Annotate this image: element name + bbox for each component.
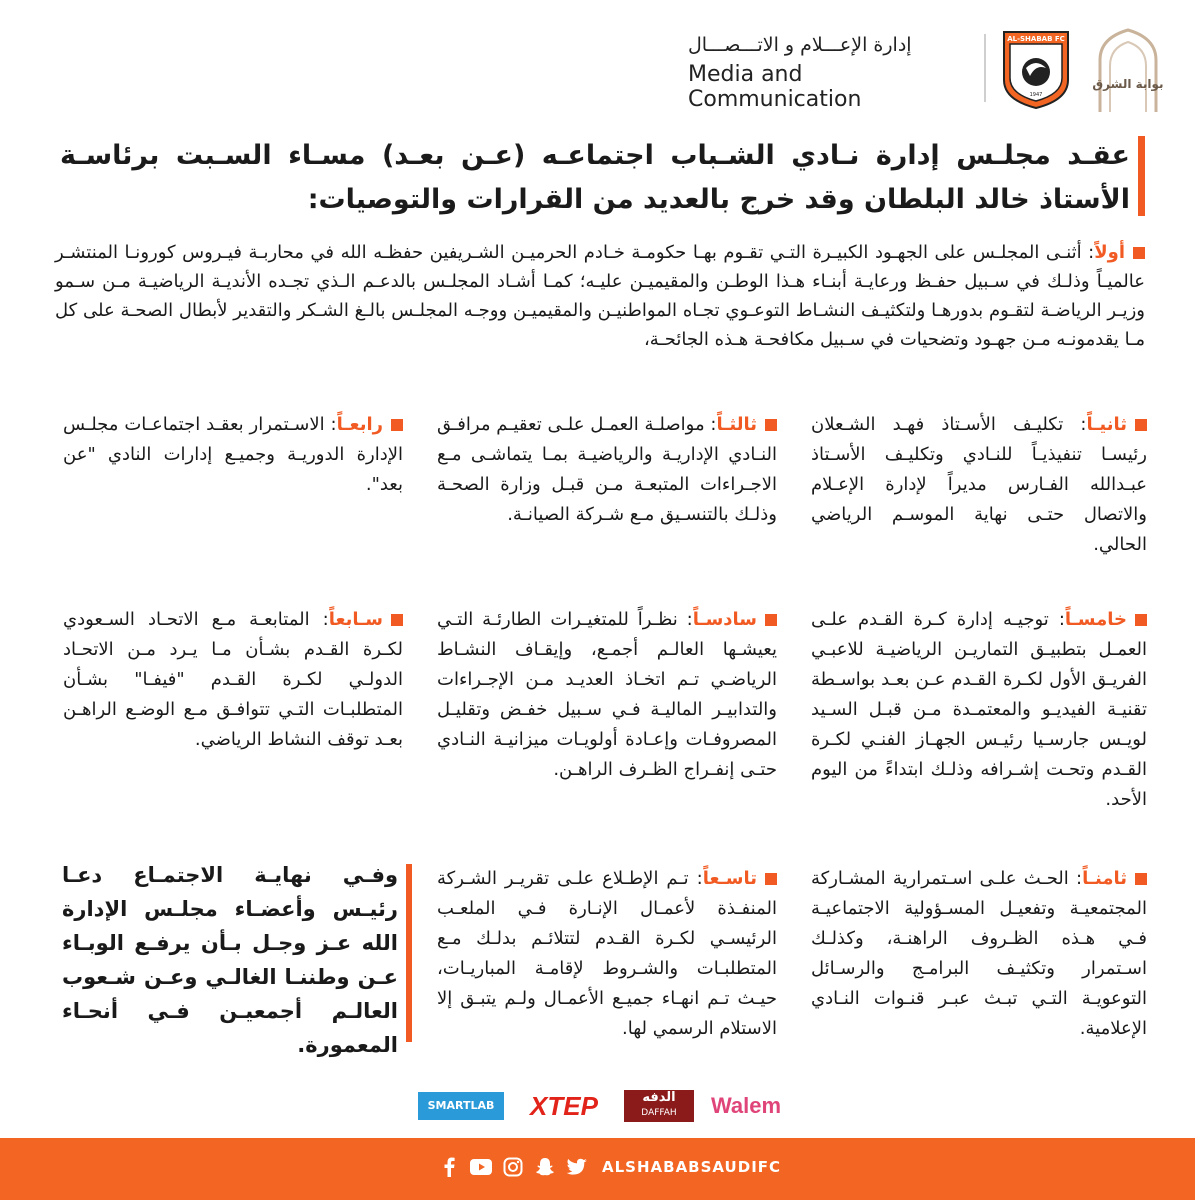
item-text: : الاسـتمرار بعقـد اجتماعـات مجلـس الإدارة الدوريـة وجميـع إدارات النادي "عن بعد".: [63, 414, 403, 495]
walem-logo: Walem: [710, 1093, 782, 1118]
page-title: عقـد مجلـس إدارة نـادي الشـباب اجتماعـه (عـن بعـد) مسـاء السـبت برئاسـة الأستاذ خالد البلطان وقد خرج بالعديد من القرارات والتوصيات:: [60, 140, 1130, 215]
header: [0, 20, 1195, 120]
closing-accent-bar: [406, 864, 412, 1042]
al-shabab-logo: [1000, 28, 1072, 110]
item-lead: ثالثـاً: [716, 414, 757, 435]
sponsor-logos: [418, 1086, 783, 1126]
bullet-square-icon: [1133, 247, 1145, 259]
footer-bar: [0, 1138, 1195, 1200]
closing-text: وفـي نهايـة الاجتمـاع دعـا رئيـس وأعضـاء مجلـس الإدارة الله عـز وجـل بـأن يرفـع الوبـاء عـن وطننـا الغالـي وعـن شـعوب العالـم أجمعيـن فـي أنحـاء المعمورة.: [62, 863, 398, 1057]
club-logo-year: 1947: [1029, 92, 1043, 98]
smartlab-logo: SMARTLAB: [418, 1092, 504, 1120]
item-text: : المتابعـة مـع الاتحـاد السـعودي لكـرة القـدم بشـأن مـا يـرد مـن الاتحـاد الدولـي لكـرة القـدم "فيفـا" بشـأن المتطلبـات التـي تتوافـق مـع الوضـع الراهـن بعـد توقف النشاط الرياضي.: [63, 609, 403, 750]
resolution-item-4: [63, 410, 403, 500]
item-lead: تاسـعاً: [702, 868, 757, 889]
bullet-square-icon: [1135, 873, 1147, 885]
portal-logo-text: بوابة الشرق: [1092, 77, 1164, 91]
daffah-logo: [624, 1090, 694, 1122]
portal-logo: [1088, 26, 1168, 114]
item-lead: سـابعاً: [328, 609, 383, 630]
closing-statement: [62, 858, 398, 1062]
bullet-square-icon: [391, 614, 403, 626]
social-links: [438, 1152, 781, 1182]
item-lead: سادسـاً: [692, 609, 757, 630]
item-lead: ثانيـاً: [1086, 414, 1127, 435]
department-name: [688, 34, 973, 112]
department-name-ar: إدارة الإعـــلام و الاتـــصـــال: [688, 34, 912, 56]
resolution-item-8: [811, 864, 1147, 1044]
bullet-square-icon: [765, 873, 777, 885]
department-name-en: Media and Communication: [688, 62, 862, 112]
xtep-logo: XTEP: [530, 1091, 598, 1121]
title-block: [60, 134, 1140, 216]
daffah-logo-en: DAFFAH: [641, 1108, 677, 1118]
item-text: : توجيـه إدارة كـرة القـدم علـى العمـل بتطبيـق التماريـن الرياضيـة للاعبـي الفريـق الأول لكـرة القـدم عـن بعـد بواسـطة تقنيـة الفيديـو والمعتمـدة مـن قبـل السـيد لويـس جارسـيا رئيـس الجهـاز الفنـي لكـرة القـدم وتحـت إشـرافه وذلـك ابتداءً من اليوم الأحد.: [811, 609, 1147, 810]
bullet-square-icon: [765, 419, 777, 431]
instagram-icon[interactable]: [502, 1156, 524, 1178]
daffah-logo-ar: الدفه: [642, 1090, 676, 1105]
resolution-item-6: [437, 605, 777, 785]
club-logo-text: AL-SHABAB FC: [1007, 35, 1065, 43]
item-lead: ثامنـاً: [1082, 868, 1127, 889]
item-text: : مواصلـة العمـل علـى تعقيـم مرافـق النـادي الإداريـة والرياضيـة بمـا يتماشـى مـع الاجـراءات المتبعـة مـن قبـل وزارة الصحـة وذلـك بالتنسـيق مـع شـركة الصيانـة.: [437, 414, 777, 525]
social-handle[interactable]: ALSHABABSAUDIFC: [602, 1158, 782, 1176]
item-text: : الحـث علـى اسـتمرارية المشـاركة المجتمعيـة وتفعيـل المسـؤولية الاجتماعيـة فـي هـذه الظـروف الراهنـة، وكذلـك اسـتمرار وتكثيـف البرامـج والرسـائل التوعويـة التـي تبـث عبـر قنـوات النـادي الإعلامية.: [811, 868, 1147, 1039]
resolution-item-3: [437, 410, 777, 530]
header-divider: [984, 34, 986, 102]
item-text: : نظـراً للمتغيـرات الطارئـة التـي يعيشـها العالـم أجمـع، وإيقـاف النشـاط الرياضـي تـم اتخـاذ العديـد مـن الإجـراءات والتدابيـر الماليـة فـي سـبيل خفـض وتقليـل المصروفـات وإعـادة أولويـات ميزانيـة النـادي حتـى إنفـراج الظـرف الراهـن.: [437, 609, 777, 780]
youtube-icon[interactable]: [470, 1156, 492, 1178]
resolution-item-2: [811, 410, 1147, 560]
resolution-item-9: [437, 864, 777, 1044]
title-accent-bar: [1138, 136, 1145, 216]
item-text: : تـم الإطـلاع علـى تقريـر الشـركة المنفـذة لأعمـال الإنـارة فـي الملعـب الرئيسـي لكـرة القـدم لتتلائـم بدلـك مـع المتطلبـات والشـروط لإقامـة المباريـات، حيـث تـم انهـاء جميـع الأعمـال ولـم يتبـق إلا الاستلام الرسمي لها.: [437, 868, 777, 1039]
item-lead: أولاً: [1094, 242, 1125, 263]
facebook-icon[interactable]: [438, 1156, 460, 1178]
resolution-item-7: [63, 605, 403, 755]
resolution-item-5: [811, 605, 1147, 815]
bullet-square-icon: [765, 614, 777, 626]
intro-paragraph: [55, 238, 1145, 354]
snapchat-icon[interactable]: [534, 1156, 556, 1178]
item-text: : أثنـى المجلـس على الجهـود الكبيـرة التـي تقـوم بهـا حكومـة خـادم الحرميـن الشـريفين حفظـه الله في محاربـة فيـروس كورونـا المنتشـر عالميـاً وذلـك في سـبيل حفـظ ورعايـة أبنـاء هـذا الوطـن والمقيميـن عليـه؛ كمـا أشـاد المجلـس بالدعـم الـذي تجـده الأنديـة الرياضيـة مـن سـمو وزيـر الرياضـة لتقـوم بدورهـا ولتكثيـف النشـاط التوعـوي تجـاه المواطنيـن والمقيميـن ووجـه المجلـس بالـغ الشـكر والتقدير لأبطال الصحـة على كل مـا يقدمونـه مـن جهـود وتضحيات في سـبيل مكافحـة هـذه الجائحـة،: [55, 242, 1145, 350]
bullet-square-icon: [1135, 419, 1147, 431]
bullet-square-icon: [1135, 614, 1147, 626]
item-lead: رابعـاً: [336, 414, 383, 435]
item-text: : تكليـف الأسـتاذ فهـد الشـعلان رئيسـا تنفيذيـاً للنـادي وتكليـف الأسـتاذ عبـدالله الفـارس مديراً لإدارة الإعـلام والاتصال حتـى نهاية الموسـم الرياضي الحالي.: [811, 414, 1147, 555]
twitter-icon[interactable]: [566, 1156, 588, 1178]
bullet-square-icon: [391, 419, 403, 431]
item-lead: خامسـاً: [1064, 609, 1127, 630]
